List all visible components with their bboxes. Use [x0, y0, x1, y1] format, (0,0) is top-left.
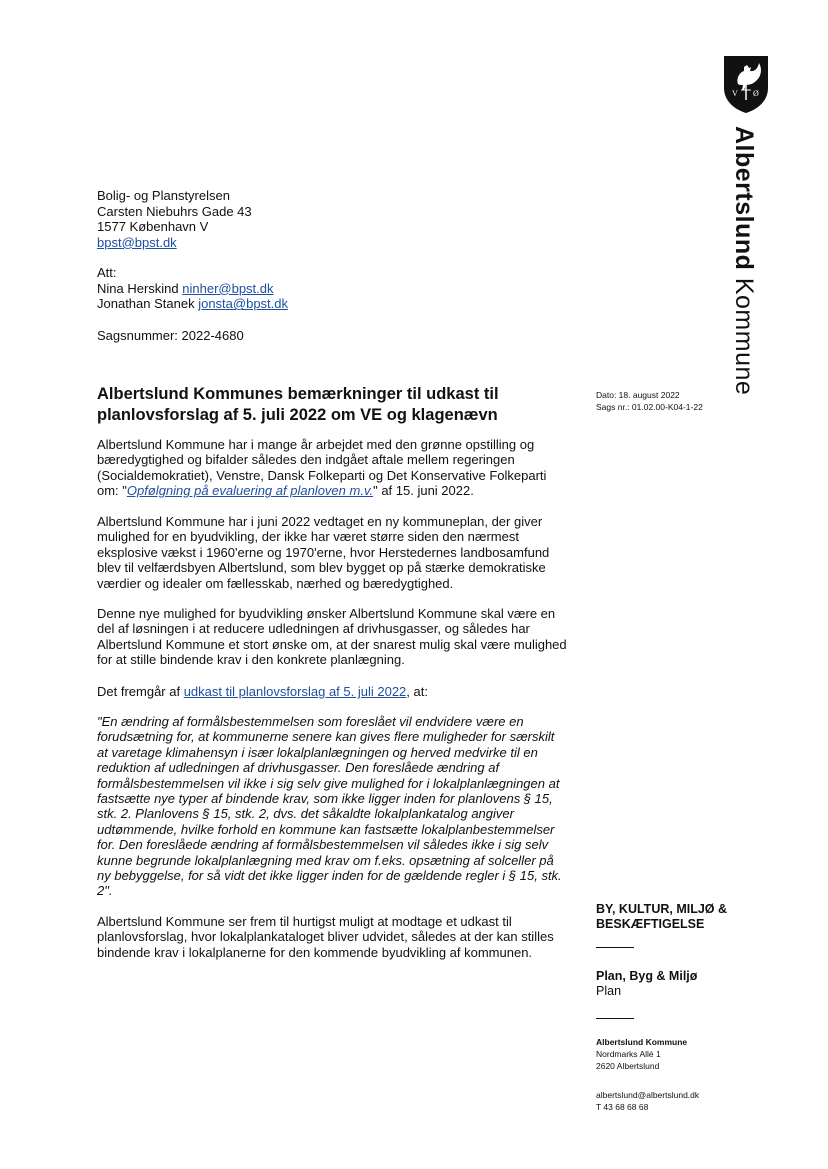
letter-case-ref: Sags nr.: 01.02.00-K04-1-22 — [596, 402, 703, 412]
body-paragraph-4 — [97, 684, 567, 699]
municipality-name-light: Kommune — [730, 270, 758, 396]
sender-address — [596, 1036, 687, 1072]
bill-draft-link[interactable]: udkast til planlovsforslag af 5. juli 2022 — [183, 684, 407, 699]
case-number: Sagsnummer: 2022-4680 — [97, 328, 244, 343]
p4-text: Det fremgår af — [97, 684, 184, 699]
att-person1-name: Nina Herskind — [97, 280, 183, 296]
att-person2-email-link[interactable]: jonsta@bpst.dk — [198, 296, 289, 312]
sender-subunit: Plan — [596, 984, 622, 998]
sender-divider-1 — [596, 947, 634, 948]
logo-glyph-right: Ø — [753, 89, 759, 98]
municipality-logo — [722, 54, 770, 114]
sender-unit: Plan, Byg & Miljø — [596, 969, 698, 983]
att-person1-email-link[interactable]: ninher@bpst.dk — [182, 280, 274, 296]
sender-phone: T 43 68 68 68 — [596, 1102, 649, 1112]
p1-text: Albertslund Kommune har i mange år arbejdet med den grønne opstilling og bæredygtighed og bifalder således den indgået aftale mellem regeringen (Socialdemokratiet), Venstre, Dansk Folkeparti og Det Konservative Folkeparti om: " — [97, 437, 547, 499]
letter-title: Albertslund Kommunes bemærkninger til udkast til planlovsforslag af 5. juli 2022 om VE og klagenævn — [97, 385, 499, 424]
att-label: Att: — [97, 265, 117, 280]
recipient-email-link[interactable]: bpst@bpst.dk — [97, 234, 177, 250]
p1-tail: " af 15. juni 2022. — [373, 483, 474, 499]
municipality-name-vertical — [724, 126, 764, 396]
p4-tail: , at: — [406, 684, 428, 699]
body-paragraph-3: Denne nye mulighed for byudvikling ønsker Albertslund Kommune skal være en del af løsningen i at reducere udledningen af drivhusgasser, og således har Albertslund Kommune et stort ønske om, at der snarest mulig skal være mulighed for at stille bindende krav i den konkrete planlægning. — [97, 606, 567, 668]
recipient-line2: Carsten Niebuhrs Gade 43 — [97, 203, 252, 219]
recipient-line1: Bolig- og Planstyrelsen — [97, 188, 230, 203]
sender-org: Albertslund Kommune — [596, 1037, 688, 1047]
municipality-name-bold: Albertslund — [730, 126, 758, 271]
evaluation-link[interactable]: Opfølgning på evaluering af planloven m.v. — [126, 483, 374, 499]
attention-block — [97, 265, 288, 312]
sender-email[interactable]: albertslund@albertslund.dk — [596, 1090, 700, 1100]
sender-city: 2620 Albertslund — [596, 1061, 660, 1071]
sender-street: Nordmarks Allé 1 — [596, 1049, 661, 1059]
recipient-address — [97, 188, 252, 250]
recipient-line3: 1577 København V — [97, 219, 209, 235]
att-person2-name: Jonathan Stanek — [97, 296, 199, 312]
body-paragraph-1 — [97, 437, 567, 499]
sender-unit-block — [596, 969, 697, 999]
rooster-shield-icon — [722, 54, 770, 114]
quoted-passage: "En ændring af formålsbestemmelsen som foreslået vil endvidere være en forudsætning for, at kommunerne senere kan gives flere muligheder for særskilt at varetage klimahensyn i især lokalplanlægningen og herved medvirke til en reduktion af udledningen af drivhusgasser. Den foreslåede ændring af formålsbestemmelsen vil ikke i sig selv give mulighed for i lokalplanlægningen at fastsætte nye typer af bindende krav, som ikke ligger inden for planlovens § 15, stk. 2. Planlovens § 15, stk. 2, dvs. det såkaldte lokalplankatalog angiver udtømmende, hvilke forhold en kommune kan fastsætte lokalplanbestemmelser for. Den foreslåede ændring af formålsbestemmelsen vil således ikke i sig selv kunne begrunde lokalplanlægning med krav om f.eks. opsætning af solceller på ny bebyggelse, for så vidt det ikke ligger inden for de gældende regler i § 15, stk. 2". — [97, 714, 562, 899]
letter-meta — [596, 389, 703, 413]
sender-divider-2 — [596, 1018, 634, 1019]
sender-department: BY, KULTUR, MILJØ & BESKÆFTIGELSE — [596, 902, 728, 931]
sender-contact — [596, 1089, 699, 1113]
body-paragraph-closing: Albertslund Kommune ser frem til hurtigst muligt at modtage et udkast til planlovsforslag, hvor lokalplankataloget bliver udvidet, således at der kan stilles bindende krav i lokalplanerne for den kommende byudvikling af kommunen. — [97, 914, 554, 960]
logo-glyph-left: V — [732, 89, 738, 98]
letter-date: Dato: 18. august 2022 — [596, 390, 680, 400]
body-paragraph-2: Albertslund Kommune har i juni 2022 vedtaget en ny kommuneplan, der giver mulighed for en byudvikling, der ikke har været større siden den nærmest eksplosive vækst i 1960'erne og 1970'erne, hvor Herstedernes landbosamfund blev til velfærdsbyen Albertslund, som blev bygget op på stærke demokratiske værdier og idealer om fællesskab, nærhed og bæredygtighed. — [97, 514, 550, 591]
